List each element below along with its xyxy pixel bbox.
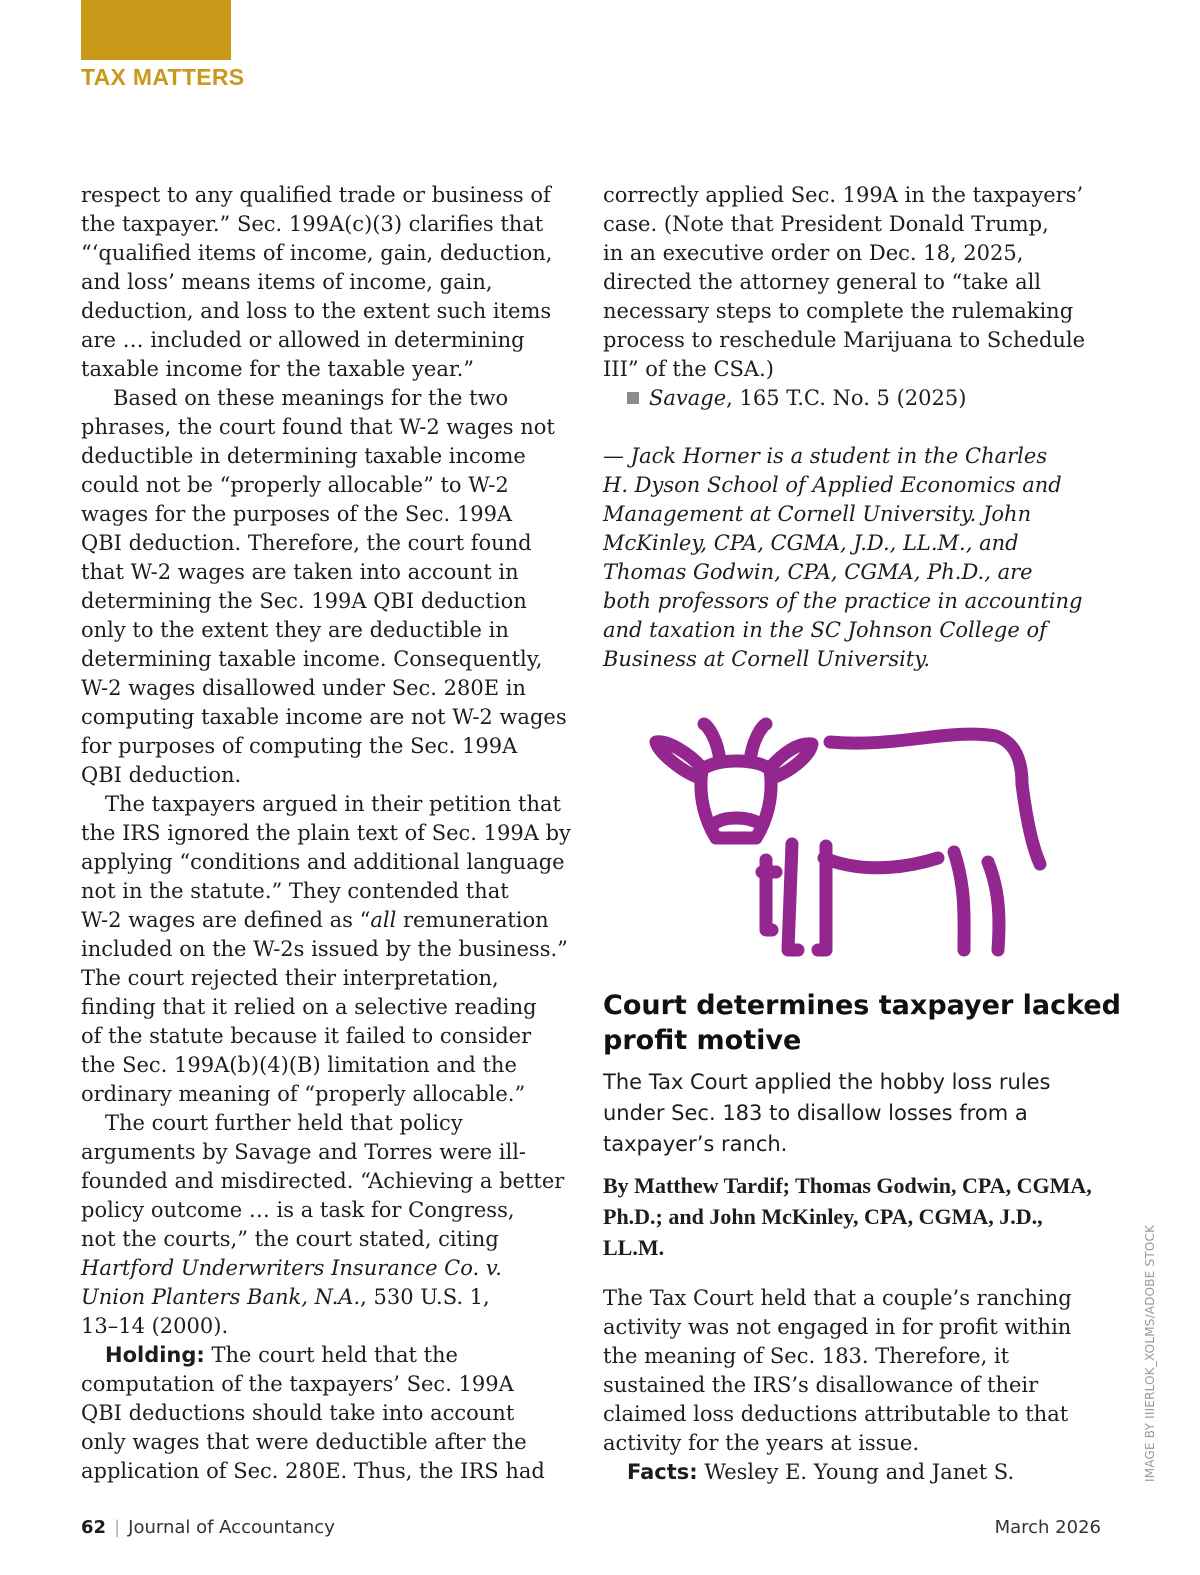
emphasis-text: all bbox=[370, 908, 397, 932]
body-line: determining taxable income. Consequently, bbox=[81, 647, 543, 671]
body-line: “‘qualified items of income, gain, deduction, bbox=[81, 241, 553, 265]
holding-label: Holding: bbox=[105, 1343, 205, 1367]
body-text: , 165 T.C. No. 5 (2025) bbox=[726, 386, 967, 410]
body-line: included on the W-2s issued by the business.” bbox=[81, 937, 568, 961]
body-line: of the statute because it failed to consider bbox=[81, 1024, 532, 1048]
body-text: The court held that the bbox=[204, 1343, 458, 1367]
body-line: computing taxable income are not W-2 wages bbox=[81, 705, 567, 729]
body-line: the IRS ignored the plain text of Sec. 199A by bbox=[81, 821, 571, 845]
body-line: The court rejected their interpretation, bbox=[81, 966, 499, 990]
body-line: activity for the years at issue. bbox=[603, 1431, 920, 1455]
body-line: sustained the IRS’s disallowance of their bbox=[603, 1373, 1039, 1397]
body-line: case. (Note that President Donald Trump, bbox=[603, 212, 1049, 236]
body-line: deductible in determining taxable income bbox=[81, 444, 526, 468]
body-line: wages for the purposes of the Sec. 199A bbox=[81, 502, 513, 526]
byline-line: By Matthew Tardif; Thomas Godwin, CPA, CGMA, bbox=[603, 1173, 1092, 1198]
section-color-block bbox=[81, 0, 231, 60]
publication-name: Journal of Accountancy bbox=[128, 1517, 335, 1538]
body-line: are … included or allowed in determining bbox=[81, 328, 525, 352]
byline-line: Ph.D.; and John McKinley, CPA, CGMA, J.D., bbox=[603, 1204, 1043, 1229]
body-line: The court further held that policy bbox=[105, 1111, 463, 1135]
body-line: policy outcome … is a task for Congress, bbox=[81, 1198, 515, 1222]
author-note-line: Management at Cornell University. John bbox=[603, 502, 1032, 526]
cow-muzzle bbox=[714, 818, 760, 824]
author-note-line: and taxation in the SC Johnson College of bbox=[603, 618, 1047, 642]
body-line: determining the Sec. 199A QBI deduction bbox=[81, 589, 527, 613]
body-line: QBI deductions should take into account bbox=[81, 1401, 515, 1425]
page-number: 62 bbox=[81, 1517, 107, 1538]
body-text: W-2 wages are defined as “ bbox=[81, 908, 371, 932]
body-text: Wesley E. Young and Janet S. bbox=[697, 1460, 1015, 1484]
case-citation: Union Planters Bank, N.A. bbox=[81, 1285, 361, 1309]
image-credit: IMAGE BY IIIERLOK_XOLMS/ADOBE STOCK bbox=[1143, 1224, 1157, 1482]
body-line: directed the attorney general to “take all bbox=[603, 270, 1042, 294]
facts-label: Facts: bbox=[627, 1460, 698, 1484]
author-note-line: Thomas Godwin, CPA, CGMA, Ph.D., are bbox=[603, 560, 1033, 584]
cow-hind-leg-left bbox=[954, 852, 964, 950]
citation-line bbox=[603, 384, 1123, 413]
body-line: 13–14 (2000). bbox=[81, 1314, 229, 1338]
body-line bbox=[81, 1341, 586, 1370]
body-line: III” of the CSA.) bbox=[603, 357, 774, 381]
body-line: claimed loss deductions attributable to that bbox=[603, 1402, 1069, 1426]
case-citation: Savage bbox=[649, 386, 727, 410]
body-line: deduction, and loss to the extent such items bbox=[81, 299, 552, 323]
body-line: for purposes of computing the Sec. 199A bbox=[81, 734, 518, 758]
article-deck bbox=[603, 1067, 1123, 1160]
deck-line: under Sec. 183 to disallow losses from a bbox=[603, 1101, 1028, 1125]
cow-back bbox=[830, 734, 1022, 784]
article-body bbox=[603, 1284, 1123, 1487]
deck-line: The Tax Court applied the hobby loss rules bbox=[603, 1070, 1051, 1094]
end-square-icon bbox=[627, 392, 639, 404]
body-line: application of Sec. 280E. Thus, the IRS had bbox=[81, 1459, 545, 1483]
author-note-line: McKinley, CPA, CGMA, J.D., LL.M., and bbox=[603, 531, 1019, 555]
section-label: TAX MATTERS bbox=[81, 64, 245, 90]
body-line: QBI deduction. bbox=[81, 763, 242, 787]
deck-line: taxpayer’s ranch. bbox=[603, 1132, 788, 1156]
body-line: the meaning of Sec. 183. Therefore, it bbox=[603, 1344, 1010, 1368]
cow-hind-leg-right bbox=[988, 862, 999, 950]
body-text: , 530 U.S. 1, bbox=[360, 1285, 490, 1309]
cow-left-ear bbox=[656, 742, 702, 778]
body-line: Based on these meanings for the two bbox=[113, 386, 509, 410]
body-line: activity was not engaged in for profit within bbox=[603, 1315, 1072, 1339]
body-line: in an executive order on Dec. 18, 2025, bbox=[603, 241, 1024, 265]
body-line: correctly applied Sec. 199A in the taxpayers’ bbox=[603, 183, 1084, 207]
body-line: ordinary meaning of “properly allocable.” bbox=[81, 1082, 526, 1106]
right-column-top bbox=[603, 181, 1123, 674]
author-note-line: Business at Cornell University. bbox=[603, 647, 931, 671]
body-line: phrases, the court found that W-2 wages not bbox=[81, 415, 555, 439]
body-line: respect to any qualified trade or business of bbox=[81, 183, 551, 207]
body-line: The taxpayers argued in their petition that bbox=[105, 792, 561, 816]
body-line: founded and misdirected. “Achieving a better bbox=[81, 1169, 565, 1193]
body-line: only to the extent they are deductible in bbox=[81, 618, 509, 642]
body-line: computation of the taxpayers’ Sec. 199A bbox=[81, 1372, 514, 1396]
body-line: and loss’ means items of income, gain, bbox=[81, 270, 493, 294]
author-note bbox=[603, 442, 1123, 674]
body-line: process to reschedule Marijuana to Schedule bbox=[603, 328, 1086, 352]
body-line: applying “conditions and additional language bbox=[81, 850, 565, 874]
body-line: finding that it relied on a selective reading bbox=[81, 995, 537, 1019]
body-line: the taxpayer.” Sec. 199A(c)(3) clarifies that bbox=[81, 212, 544, 236]
headline-line: profit motive bbox=[603, 1025, 802, 1056]
byline-line: LL.M. bbox=[603, 1235, 665, 1260]
body-line: not the courts,” the court stated, citing bbox=[81, 1227, 499, 1251]
body-line bbox=[81, 906, 586, 935]
case-citation: Hartford Underwriters Insurance Co. v. bbox=[81, 1256, 502, 1280]
body-line: taxable income for the taxable year.” bbox=[81, 357, 474, 381]
article-headline bbox=[603, 988, 1123, 1058]
body-line: The Tax Court held that a couple’s ranching bbox=[603, 1286, 1072, 1310]
footer-separator: | bbox=[114, 1517, 121, 1538]
body-line: that W-2 wages are taken into account in bbox=[81, 560, 519, 584]
author-note-line: both professors of the practice in accounting bbox=[603, 589, 1083, 613]
cow-belly bbox=[824, 858, 938, 868]
body-line: not in the statute.” They contended that bbox=[81, 879, 509, 903]
body-line: QBI deduction. Therefore, the court found bbox=[81, 531, 532, 555]
body-line: W-2 wages disallowed under Sec. 280E in bbox=[81, 676, 526, 700]
body-line bbox=[603, 1458, 1123, 1487]
headline-line: Court determines taxpayer lacked bbox=[603, 990, 1122, 1021]
author-note-line: H. Dyson School of Applied Economics and bbox=[603, 473, 1062, 497]
author-note-line: — Jack Horner is a student in the Charles bbox=[603, 444, 1048, 468]
cow-hind bbox=[1022, 784, 1040, 864]
body-line: arguments by Savage and Torres were ill- bbox=[81, 1140, 527, 1164]
body-line bbox=[81, 1283, 586, 1312]
body-line: only wages that were deductible after the bbox=[81, 1430, 527, 1454]
body-text: remuneration bbox=[396, 908, 549, 932]
body-line: could not be “properly allocable” to W-2 bbox=[81, 473, 509, 497]
body-line: the Sec. 199A(b)(4)(B) limitation and the bbox=[81, 1053, 517, 1077]
footer-left bbox=[81, 1517, 335, 1538]
article-byline bbox=[603, 1170, 1123, 1263]
issue-date: March 2026 bbox=[994, 1517, 1101, 1538]
body-line: necessary steps to complete the rulemaking bbox=[603, 299, 1074, 323]
cow-icon bbox=[648, 712, 1048, 970]
cow-front-leg-left bbox=[788, 844, 798, 950]
left-column bbox=[81, 181, 586, 1486]
